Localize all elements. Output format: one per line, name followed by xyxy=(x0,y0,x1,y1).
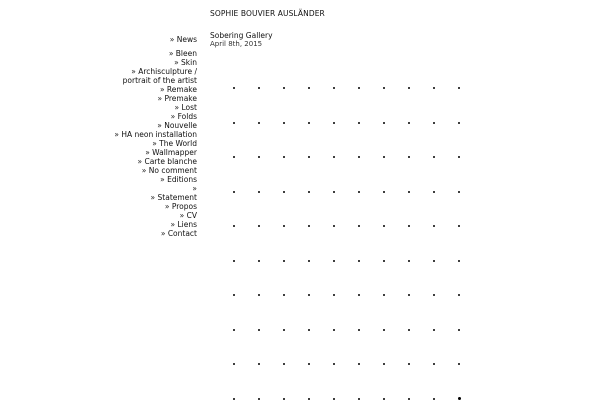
grid-dot xyxy=(283,260,285,262)
grid-dot xyxy=(383,87,385,89)
grid-dot xyxy=(458,260,460,262)
grid-dot xyxy=(383,398,385,400)
post-title[interactable]: Sobering Gallery xyxy=(210,31,273,40)
grid-dot xyxy=(333,260,335,262)
grid-dot xyxy=(433,329,435,331)
nav-item-archisculpture-line2[interactable]: portrait of the artist xyxy=(122,75,197,85)
nav-item-cv[interactable]: » CV xyxy=(179,210,197,220)
grid-dot xyxy=(383,225,385,227)
grid-dot xyxy=(308,398,310,400)
grid-dot xyxy=(458,191,460,193)
nav-item-contact[interactable]: » Contact xyxy=(160,228,197,238)
nav-item-premake[interactable]: » Premake xyxy=(157,93,197,103)
grid-dot xyxy=(258,398,260,400)
grid-dot xyxy=(333,363,335,365)
grid-dot xyxy=(358,225,360,227)
grid-dot xyxy=(333,87,335,89)
nav-item-no-comment[interactable]: » No comment xyxy=(141,165,197,175)
grid-dot xyxy=(333,191,335,193)
nav-item-nouvelle[interactable]: » Nouvelle xyxy=(157,120,197,130)
grid-dot xyxy=(383,260,385,262)
nav-item-wallmapper[interactable]: » Wallmapper xyxy=(145,147,197,157)
grid-dot xyxy=(258,87,260,89)
nav-item-carte-blanche[interactable]: » Carte blanche xyxy=(137,156,197,166)
grid-dot xyxy=(358,260,360,262)
grid-dot xyxy=(433,122,435,124)
nav-item-bleen[interactable]: » Bleen xyxy=(168,48,197,58)
grid-dot xyxy=(233,191,235,193)
grid-dot xyxy=(283,363,285,365)
grid-dot xyxy=(408,294,410,296)
grid-dot xyxy=(258,294,260,296)
grid-dot xyxy=(283,122,285,124)
grid-dot xyxy=(358,191,360,193)
grid-dot xyxy=(333,329,335,331)
grid-dot xyxy=(308,191,310,193)
grid-dot xyxy=(408,87,410,89)
grid-dot xyxy=(258,156,260,158)
grid-dot xyxy=(433,398,435,400)
nav-item-statement[interactable]: » Statement xyxy=(150,192,197,202)
nav-item-empty[interactable]: » xyxy=(192,183,197,193)
grid-dot xyxy=(233,329,235,331)
grid-dot xyxy=(433,156,435,158)
grid-dot xyxy=(433,191,435,193)
grid-dot xyxy=(333,398,335,400)
grid-dot xyxy=(458,87,460,89)
grid-dot xyxy=(308,87,310,89)
grid-dot xyxy=(333,294,335,296)
grid-dot xyxy=(283,329,285,331)
grid-dot xyxy=(308,329,310,331)
grid-dot xyxy=(458,294,460,296)
nav-item-lost[interactable]: » Lost xyxy=(174,102,197,112)
grid-dot xyxy=(358,398,360,400)
main-navigation xyxy=(77,35,197,238)
grid-dot xyxy=(233,260,235,262)
grid-dot xyxy=(258,191,260,193)
grid-dot xyxy=(258,225,260,227)
nav-item-ha-neon-installation[interactable]: » HA neon installation xyxy=(114,129,197,139)
grid-dot xyxy=(283,225,285,227)
site-title[interactable]: SOPHIE BOUVIER AUSLÄNDER xyxy=(210,9,325,18)
grid-dot xyxy=(258,122,260,124)
grid-dot xyxy=(433,87,435,89)
grid-dot xyxy=(233,294,235,296)
grid-dot xyxy=(233,156,235,158)
grid-dot xyxy=(283,87,285,89)
grid-dot xyxy=(408,260,410,262)
grid-dot xyxy=(433,260,435,262)
grid-dot xyxy=(333,156,335,158)
grid-dot xyxy=(408,398,410,400)
grid-dot xyxy=(383,294,385,296)
grid-dot xyxy=(233,87,235,89)
grid-dot xyxy=(283,156,285,158)
grid-dot xyxy=(308,260,310,262)
nav-item-archisculpture[interactable]: » Archisculpture / xyxy=(131,66,197,76)
grid-dot xyxy=(308,225,310,227)
nav-item-folds[interactable]: » Folds xyxy=(170,111,197,121)
grid-dot xyxy=(458,363,460,365)
grid-dot xyxy=(233,122,235,124)
grid-dot xyxy=(408,363,410,365)
nav-item-editions[interactable]: » Editions xyxy=(160,174,197,184)
nav-item-skin[interactable]: » Skin xyxy=(174,57,197,67)
grid-dot xyxy=(458,329,460,331)
nav-item-propos[interactable]: » Propos xyxy=(164,201,197,211)
grid-dot xyxy=(408,225,410,227)
grid-dot xyxy=(308,122,310,124)
grid-dot xyxy=(308,156,310,158)
nav-item-liens[interactable]: » Liens xyxy=(170,219,197,229)
grid-dot xyxy=(383,329,385,331)
grid-dot xyxy=(233,225,235,227)
grid-dot xyxy=(358,122,360,124)
grid-dot xyxy=(433,225,435,227)
grid-dot xyxy=(333,122,335,124)
grid-dot xyxy=(383,363,385,365)
grid-dot xyxy=(458,156,460,158)
grid-dot xyxy=(383,156,385,158)
grid-dot xyxy=(258,260,260,262)
grid-dot xyxy=(283,294,285,296)
grid-dot xyxy=(358,156,360,158)
grid-dot xyxy=(458,225,460,227)
grid-dot xyxy=(408,329,410,331)
grid-dot xyxy=(358,294,360,296)
grid-dot xyxy=(408,156,410,158)
grid-dot xyxy=(233,398,235,400)
grid-dot xyxy=(458,122,460,124)
grid-dot xyxy=(358,87,360,89)
post-date: April 8th, 2015 xyxy=(210,40,263,48)
grid-dot xyxy=(408,122,410,124)
grid-dot xyxy=(333,225,335,227)
grid-dot xyxy=(383,191,385,193)
nav-item-news[interactable]: » News xyxy=(169,35,197,44)
grid-dot xyxy=(258,329,260,331)
grid-dot xyxy=(408,191,410,193)
grid-dot xyxy=(358,363,360,365)
grid-dot xyxy=(308,294,310,296)
grid-dot xyxy=(233,363,235,365)
grid-dot xyxy=(433,363,435,365)
grid-dot xyxy=(308,363,310,365)
nav-item-remake[interactable]: » Remake xyxy=(159,84,197,94)
grid-dot xyxy=(283,398,285,400)
grid-dot xyxy=(433,294,435,296)
grid-dot xyxy=(383,122,385,124)
grid-dot xyxy=(283,191,285,193)
nav-item-the-world[interactable]: » The World xyxy=(152,138,197,148)
grid-dot xyxy=(258,363,260,365)
grid-dot xyxy=(358,329,360,331)
